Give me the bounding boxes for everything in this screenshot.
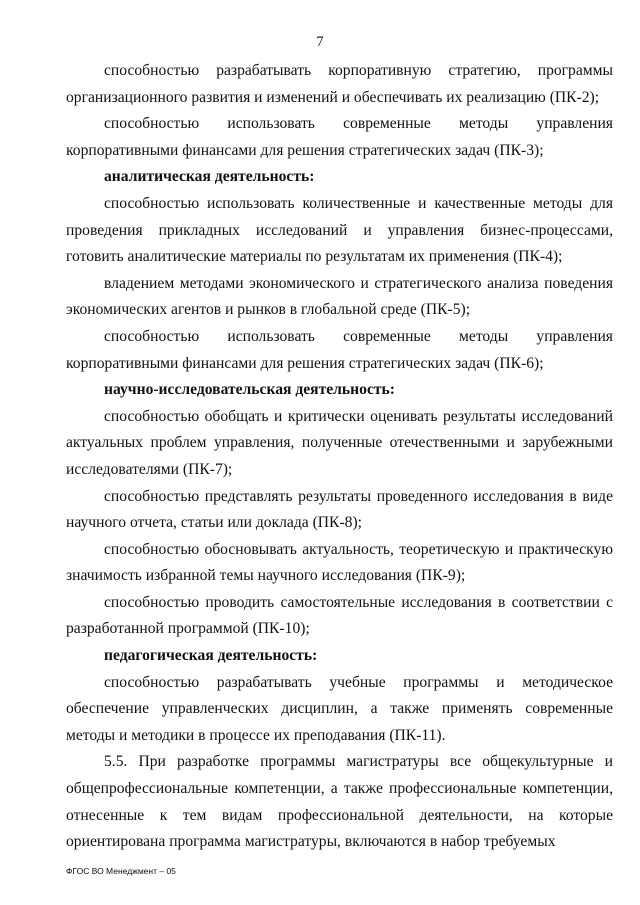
clause-5-5: 5.5. При разработке программы магистратуры все общекультурные и общепрофессиональные компетенции, а также профессиональные компетенции, отнесенные к тем видам профессиональной деятельности, на которые ориентирована программа магистратуры, включаются в набор требуемых — [66, 753, 613, 851]
page-body — [66, 58, 613, 856]
competency-pk10: способностью проводить самостоятельные исследования в соответствии с разработанной программой (ПК-10); — [66, 593, 613, 638]
page-number: 7 — [316, 34, 324, 50]
competency-pk8: способностью представлять результаты проведенного исследования в виде научного отчета, статьи или доклада (ПК-8); — [66, 487, 613, 532]
footer-note: ФГОС ВО Менеджмент – 05 — [66, 866, 176, 876]
section-heading-analytical: аналитическая деятельность: — [104, 168, 315, 186]
competency-pk6: способностью использовать современные методы управления корпоративными финансами для решения стратегических задач (ПК-6); — [66, 327, 613, 372]
competency-pk5: владением методами экономического и стратегического анализа поведения экономических агентов и рынков в глобальной среде (ПК-5); — [66, 274, 613, 319]
competency-pk2: способностью разрабатывать корпоративную стратегию, программы организационного развития и изменений и обеспечивать их реализацию (ПК-2); — [66, 62, 613, 106]
competency-pk4: способностью использовать количественные и качественные методы для проведения прикладных исследований и управления бизнес-процессами, готовить аналитические материалы по результатам их применения (ПК-4); — [66, 194, 613, 266]
competency-pk3: способностью использовать современные методы управления корпоративными финансами для решения стратегических задач (ПК-3); — [66, 115, 613, 159]
competency-pk11: способностью разрабатывать учебные программы и методическое обеспечение управленческих дисциплин, а также применять современные методы и методики в процессе их преподавания (ПК-11). — [66, 673, 613, 744]
competency-pk7: способностью обобщать и критически оценивать результаты исследований актуальных проблем управления, полученные отечественными и зарубежными исследователями (ПК-7); — [66, 407, 613, 478]
competency-pk9: способностью обосновывать актуальность, теоретическую и практическую значимость избранной темы научного исследования (ПК-9); — [66, 540, 613, 585]
section-heading-pedagogical: педагогическая деятельность: — [104, 647, 318, 665]
section-heading-research: научно-исследовательская деятельность: — [104, 381, 395, 399]
